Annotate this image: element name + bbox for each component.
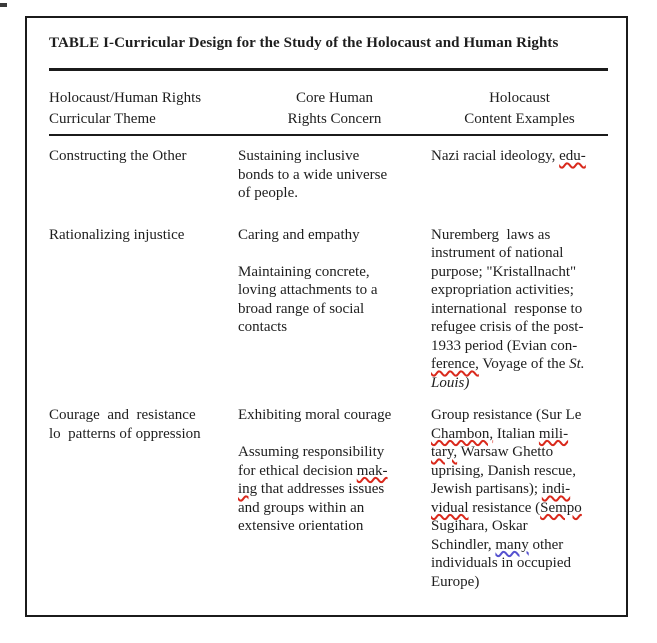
text-segment: expropriation activities; — [431, 282, 574, 298]
text-segment: that addresses issues — [257, 481, 385, 497]
text-line — [431, 406, 608, 425]
text-line — [238, 318, 431, 337]
text-line — [431, 554, 608, 573]
table-title: TABLE I-Curricular Design for the Study of the Holocaust and Human Rights — [49, 35, 559, 51]
text-segment: Holocaust/Human Rights — [49, 90, 202, 106]
cell-theme — [49, 406, 238, 591]
cell-examples — [431, 406, 608, 591]
text-line — [431, 536, 608, 555]
cell-examples — [431, 147, 608, 211]
table-row-courage-and-resistance — [49, 406, 608, 591]
text-segment: individuals in occupied — [431, 555, 571, 571]
text-line — [431, 263, 608, 282]
text-line — [238, 184, 431, 203]
text-segment: Caring and empathy — [238, 226, 360, 243]
text-line — [238, 281, 431, 300]
text-line — [431, 462, 608, 481]
italic-text: St. — [569, 356, 585, 372]
text-segment: Sustaining inclusive — [238, 148, 360, 164]
text-line — [238, 263, 431, 282]
text-line — [431, 88, 608, 109]
text-line — [49, 147, 238, 166]
text-segment: Exhibiting moral courage — [238, 407, 392, 423]
text-line — [238, 462, 431, 481]
text-line — [49, 226, 238, 245]
text-segment: Schindler, — [431, 536, 496, 553]
text-segment: Core Human — [295, 90, 374, 106]
text-line — [431, 517, 608, 536]
text-segment: Nuremberg laws as — [431, 226, 551, 243]
text-line — [238, 406, 431, 425]
scan-artifact-mark — [0, 3, 7, 7]
text-segment: Rights Concern — [287, 111, 382, 127]
title-divider-rule — [49, 68, 608, 71]
text-line — [431, 337, 608, 356]
cell-theme — [49, 226, 238, 393]
text-segment: extensive orientation — [238, 518, 364, 534]
text-segment: Content Examples — [464, 111, 575, 127]
cell-examples — [431, 226, 608, 393]
text-line — [238, 226, 431, 245]
text-segment: uprising, Danish rescue, — [431, 462, 576, 479]
text-segment: 1933 period (Evian con- — [431, 337, 578, 354]
text-segment: international response to — [431, 300, 583, 317]
text-line — [431, 226, 608, 245]
text-segment: loving attachments to a — [238, 282, 378, 298]
text-line — [431, 244, 608, 263]
text-line — [431, 480, 608, 499]
table-row-constructing-the-other — [49, 147, 608, 211]
misspelled-word: mili- — [538, 425, 569, 442]
text-segment: Europe) — [431, 573, 480, 590]
text-segment: Curricular Theme — [49, 111, 156, 127]
text-line — [431, 443, 608, 462]
text-line — [238, 147, 431, 166]
text-segment: broad range of social — [238, 300, 365, 317]
text-line — [49, 109, 238, 130]
text-segment: Courage and resistance — [49, 407, 196, 423]
text-line — [238, 425, 431, 444]
text-line — [431, 300, 608, 319]
text-segment: contacts — [238, 319, 288, 335]
text-line — [431, 573, 608, 592]
text-segment: Sugihara, Oskar — [431, 518, 528, 534]
column-header-core-human-rights-concern — [238, 88, 431, 130]
text-segment: other — [528, 536, 564, 553]
text-segment: Rationalizing injustice — [49, 226, 185, 243]
text-segment: refugee crisis of the post- — [431, 319, 584, 335]
misspelled-word: Chambon, — [431, 425, 494, 442]
italic-text: Louis) — [431, 374, 470, 391]
misspelled-word: ing — [238, 481, 258, 497]
table-border-box — [25, 16, 628, 617]
table-header-row — [49, 88, 608, 130]
text-line — [238, 109, 431, 130]
text-line — [431, 425, 608, 444]
text-line — [431, 318, 608, 337]
text-segment: Warsaw Ghetto — [457, 444, 554, 460]
text-segment: of people. — [238, 185, 298, 201]
text-segment: instrument of national — [431, 245, 564, 261]
text-line — [238, 480, 431, 499]
table-row-rationalizing-injustice — [49, 226, 608, 393]
text-segment: Italian — [493, 425, 539, 442]
text-segment: Nazi racial ideology, — [431, 148, 560, 164]
text-segment: purpose; "Kristallnacht" — [431, 263, 577, 280]
misspelled-word: edu- — [559, 148, 586, 164]
misspelled-word: tary, — [431, 444, 458, 460]
text-segment: Assuming responsibility — [238, 444, 385, 460]
text-line — [431, 499, 608, 518]
text-line — [431, 281, 608, 300]
cell-concern — [238, 226, 431, 393]
misspelled-word: indi- — [541, 481, 571, 497]
text-line — [431, 181, 608, 196]
text-segment: Voyage of the — [478, 356, 570, 372]
text-line — [431, 374, 608, 393]
text-line — [238, 300, 431, 319]
text-line — [238, 499, 431, 518]
cell-concern — [238, 406, 431, 591]
text-line — [238, 517, 431, 536]
text-segment: Constructing the Other — [49, 148, 187, 164]
text-line — [238, 244, 431, 263]
text-segment: Jewish partisans); — [431, 481, 542, 497]
text-line — [431, 147, 608, 166]
misspelled-word: Sempo — [540, 499, 582, 516]
cell-theme — [49, 147, 238, 211]
text-line — [238, 88, 431, 109]
cell-concern — [238, 147, 431, 211]
text-segment: Maintaining concrete, — [238, 263, 370, 280]
text-line — [49, 406, 238, 425]
text-segment: Holocaust — [489, 90, 550, 106]
text-segment: Group resistance (Sur Le — [431, 407, 582, 423]
text-segment: for ethical decision — [238, 462, 357, 479]
text-line — [238, 443, 431, 462]
text-line — [431, 355, 608, 374]
text-segment: bonds to a wide universe — [238, 166, 388, 183]
text-line — [431, 166, 608, 181]
misspelled-word: vidual — [431, 499, 469, 516]
text-line — [238, 166, 431, 185]
misspelled-word: mak- — [356, 462, 388, 479]
text-line — [431, 196, 608, 211]
text-segment: and groups within an — [238, 499, 365, 516]
text-line — [49, 425, 238, 444]
column-header-curricular-theme — [49, 88, 238, 130]
text-segment: resistance ( — [468, 499, 541, 516]
text-segment: lo patterns of oppression — [49, 425, 201, 442]
grammar-flagged-word: many — [495, 536, 529, 553]
header-divider-rule — [49, 134, 608, 136]
column-header-holocaust-content-examples — [431, 88, 608, 130]
text-line — [49, 88, 238, 109]
misspelled-word: ference, — [431, 356, 479, 372]
text-line — [431, 109, 608, 130]
